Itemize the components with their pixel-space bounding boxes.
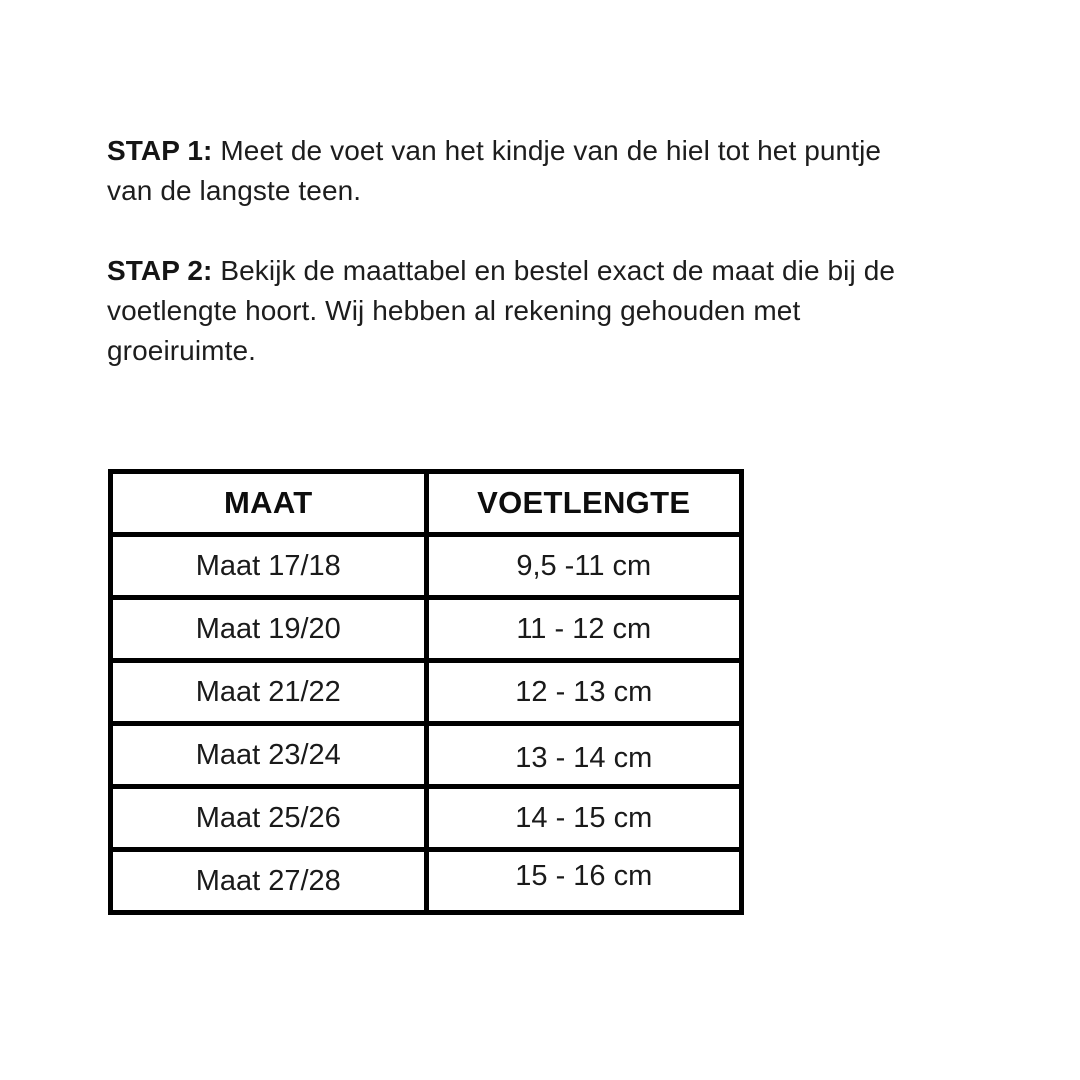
step-1 [107, 131, 967, 211]
step-1-line-1 [107, 131, 967, 171]
step-2-line-2: voetlengte hoort. Wij hebben al rekening gehouden met [107, 295, 801, 326]
instructions [107, 131, 967, 411]
cell-voetlengte: 9,5 -11 cm [426, 535, 742, 598]
step-1-line-2: van de langste teen. [107, 175, 362, 206]
cell-maat: Maat 21/22 [111, 661, 427, 724]
cell-voetlengte: 15 - 16 cm [426, 850, 742, 913]
size-table [108, 469, 744, 915]
header-maat: MAAT [111, 472, 427, 535]
size-table-body [111, 535, 742, 913]
step-2-label: STAP 2: [107, 255, 213, 286]
cell-maat: Maat 19/20 [111, 598, 427, 661]
cell-maat: Maat 23/24 [111, 724, 427, 787]
step-2-line-3: groeiruimte. [107, 335, 257, 366]
cell-maat: Maat 25/26 [111, 787, 427, 850]
cell-voetlengte: 12 - 13 cm [426, 661, 742, 724]
table-row [111, 661, 742, 724]
step-2-line-1 [107, 251, 967, 291]
header-voetlengte: VOETLENGTE [426, 472, 742, 535]
table-row [111, 724, 742, 787]
cell-maat: Maat 17/18 [111, 535, 427, 598]
table-row [111, 535, 742, 598]
cell-maat: Maat 27/28 [111, 850, 427, 913]
step-2-text-1: Bekijk de maattabel en bestel exact de maat die bij de [220, 255, 896, 286]
cell-voetlengte: 11 - 12 cm [426, 598, 742, 661]
table-row [111, 598, 742, 661]
cell-voetlengte: 14 - 15 cm [426, 787, 742, 850]
table-row [111, 787, 742, 850]
step-1-label: STAP 1: [107, 135, 213, 166]
header-row [111, 472, 742, 535]
table-row [111, 850, 742, 913]
step-1-text-1: Meet de voet van het kindje van de hiel tot het puntje [220, 135, 882, 166]
step-2 [107, 251, 967, 371]
size-table-header [111, 472, 742, 535]
cell-voetlengte: 13 - 14 cm [426, 724, 742, 787]
